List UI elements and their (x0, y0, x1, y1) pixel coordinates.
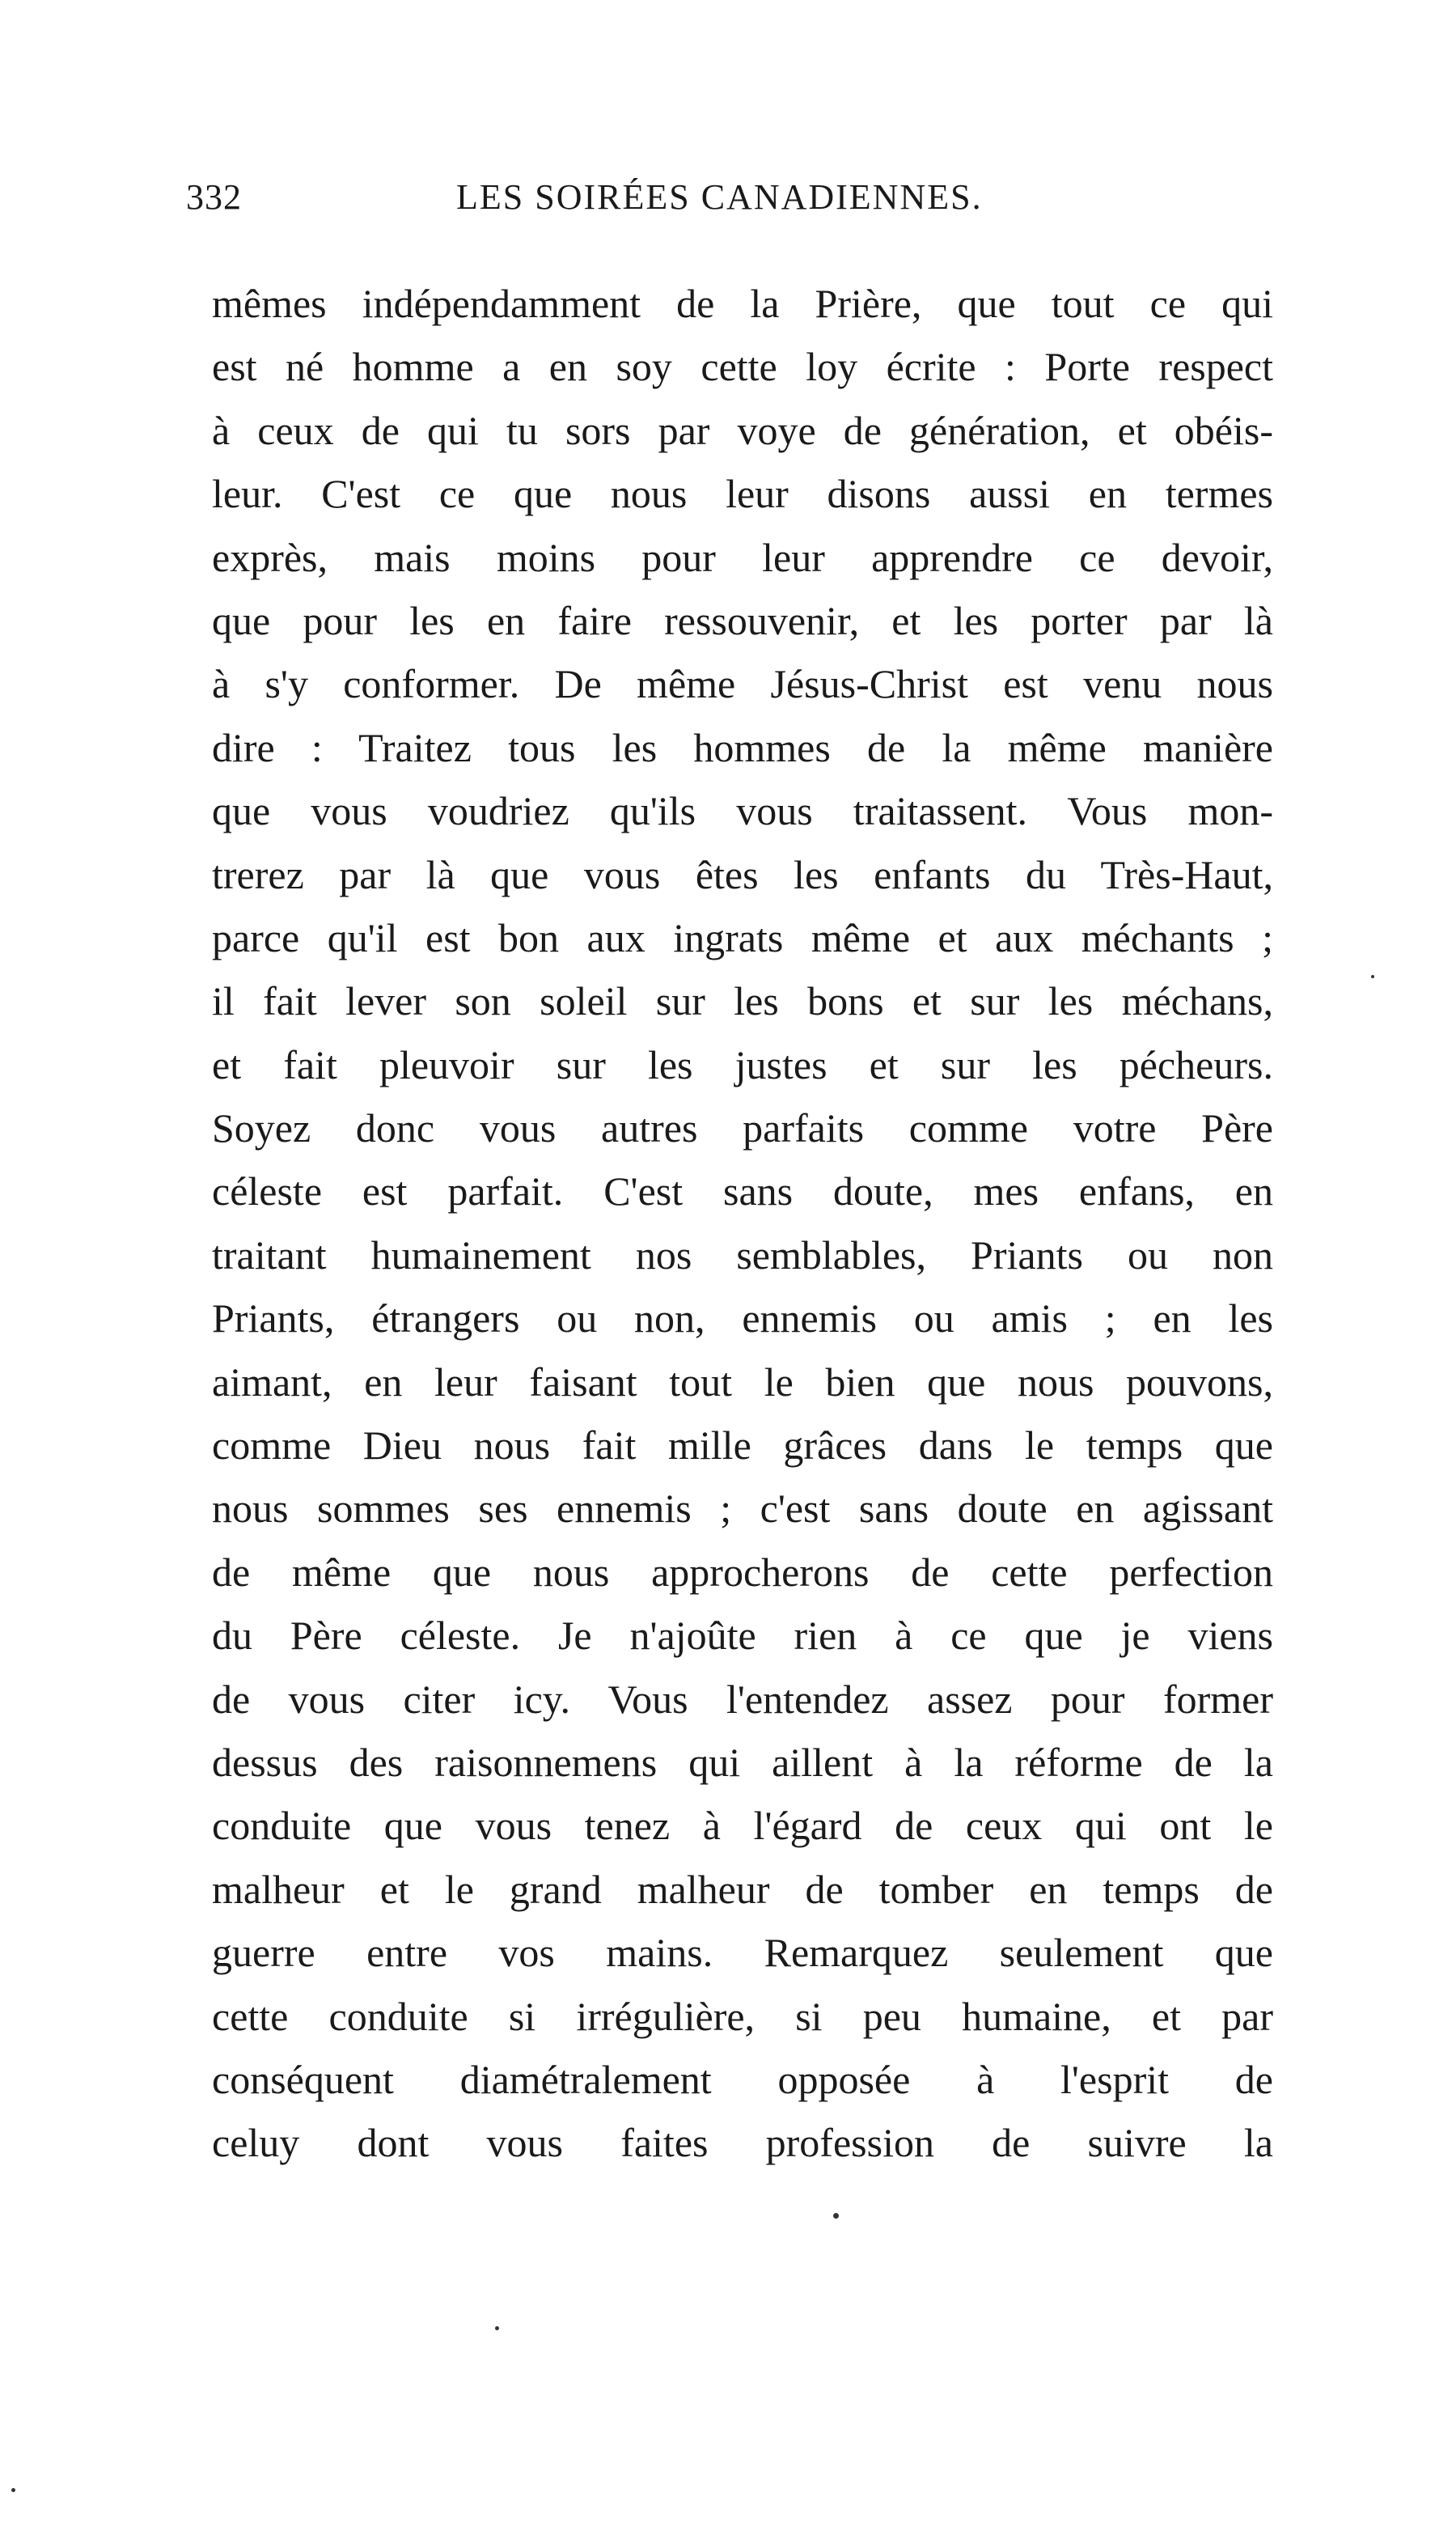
text-line: Priants, étrangers ou non, ennemis ou amis ; en les (212, 1295, 1273, 1342)
text-line: guerre entre vos mains. Remarquez seulement que (212, 1930, 1273, 1976)
text-line: traitant humainement nos semblables, Priants ou non (212, 1231, 1273, 1278)
text-line: comme Dieu nous fait mille grâces dans le temps que (212, 1422, 1273, 1469)
text-line: du Père céleste. Je n'ajoûte rien à ce que je viens (212, 1613, 1273, 1659)
page-number: 332 (186, 177, 242, 217)
scan-speck (495, 2326, 499, 2330)
text-line: conduite que vous tenez à l'égard de ceux qui ont le (212, 1803, 1273, 1849)
text-line: parce qu'il est bon aux ingrats même et aux méchants ; (212, 914, 1273, 960)
scan-speck (11, 2488, 15, 2492)
text-line: exprès, mais moins pour leur apprendre ce devoir, (212, 534, 1273, 580)
text-line: mêmes indépendamment de la Prière, que tout ce qui (212, 281, 1273, 326)
text-line: de vous citer icy. Vous l'entendez assez pour former (212, 1676, 1273, 1722)
running-title: LES SOIRÉES CANADIENNES. (456, 177, 983, 217)
scan-speck (1371, 975, 1374, 978)
text-line: celuy dont vous faites profession de suivre la (212, 2120, 1273, 2166)
scan-speck (833, 2213, 839, 2219)
text-line: trerez par là que vous êtes les enfants du Très-Haut, (212, 851, 1273, 897)
text-line: Soyez donc vous autres parfaits comme votre Père (212, 1105, 1273, 1151)
text-line: à ceux de qui tu sors par voye de génération, et obéis- (212, 407, 1273, 453)
text-line: dire : Traitez tous les hommes de la même manière (212, 724, 1273, 770)
text-line: que vous voudriez qu'ils vous traitassent. Vous mon- (212, 788, 1273, 834)
text-line: il fait lever son soleil sur les bons et sur les méchans, (212, 978, 1273, 1024)
text-line: que pour les en faire ressouvenir, et les porter par là (212, 597, 1273, 643)
text-line: dessus des raisonnemens qui aillent à la réforme de la (212, 1739, 1273, 1785)
text-line: aimant, en leur faisant tout le bien que nous pouvons, (212, 1359, 1273, 1405)
text-line: nous sommes ses ennemis ; c'est sans doute en agissant (212, 1486, 1273, 1532)
text-line: est né homme a en soy cette loy écrite : Porte respect (212, 344, 1273, 390)
text-line: cette conduite si irrégulière, si peu humaine, et par (212, 1993, 1273, 2039)
body-text (212, 272, 1273, 2175)
text-line: conséquent diamétralement opposée à l'esprit de (212, 2056, 1273, 2102)
page-header (186, 176, 1262, 233)
text-line: leur. C'est ce que nous leur disons aussi en termes (212, 471, 1273, 517)
text-line: malheur et le grand malheur de tomber en temps de (212, 1866, 1273, 1912)
text-line: céleste est parfait. C'est sans doute, mes enfans, en (212, 1168, 1273, 1215)
text-line: et fait pleuvoir sur les justes et sur les pécheurs. (212, 1041, 1273, 1087)
text-line: à s'y conformer. De même Jésus-Christ est venu nous (212, 661, 1273, 707)
text-line: de même que nous approcherons de cette perfection (212, 1549, 1273, 1595)
